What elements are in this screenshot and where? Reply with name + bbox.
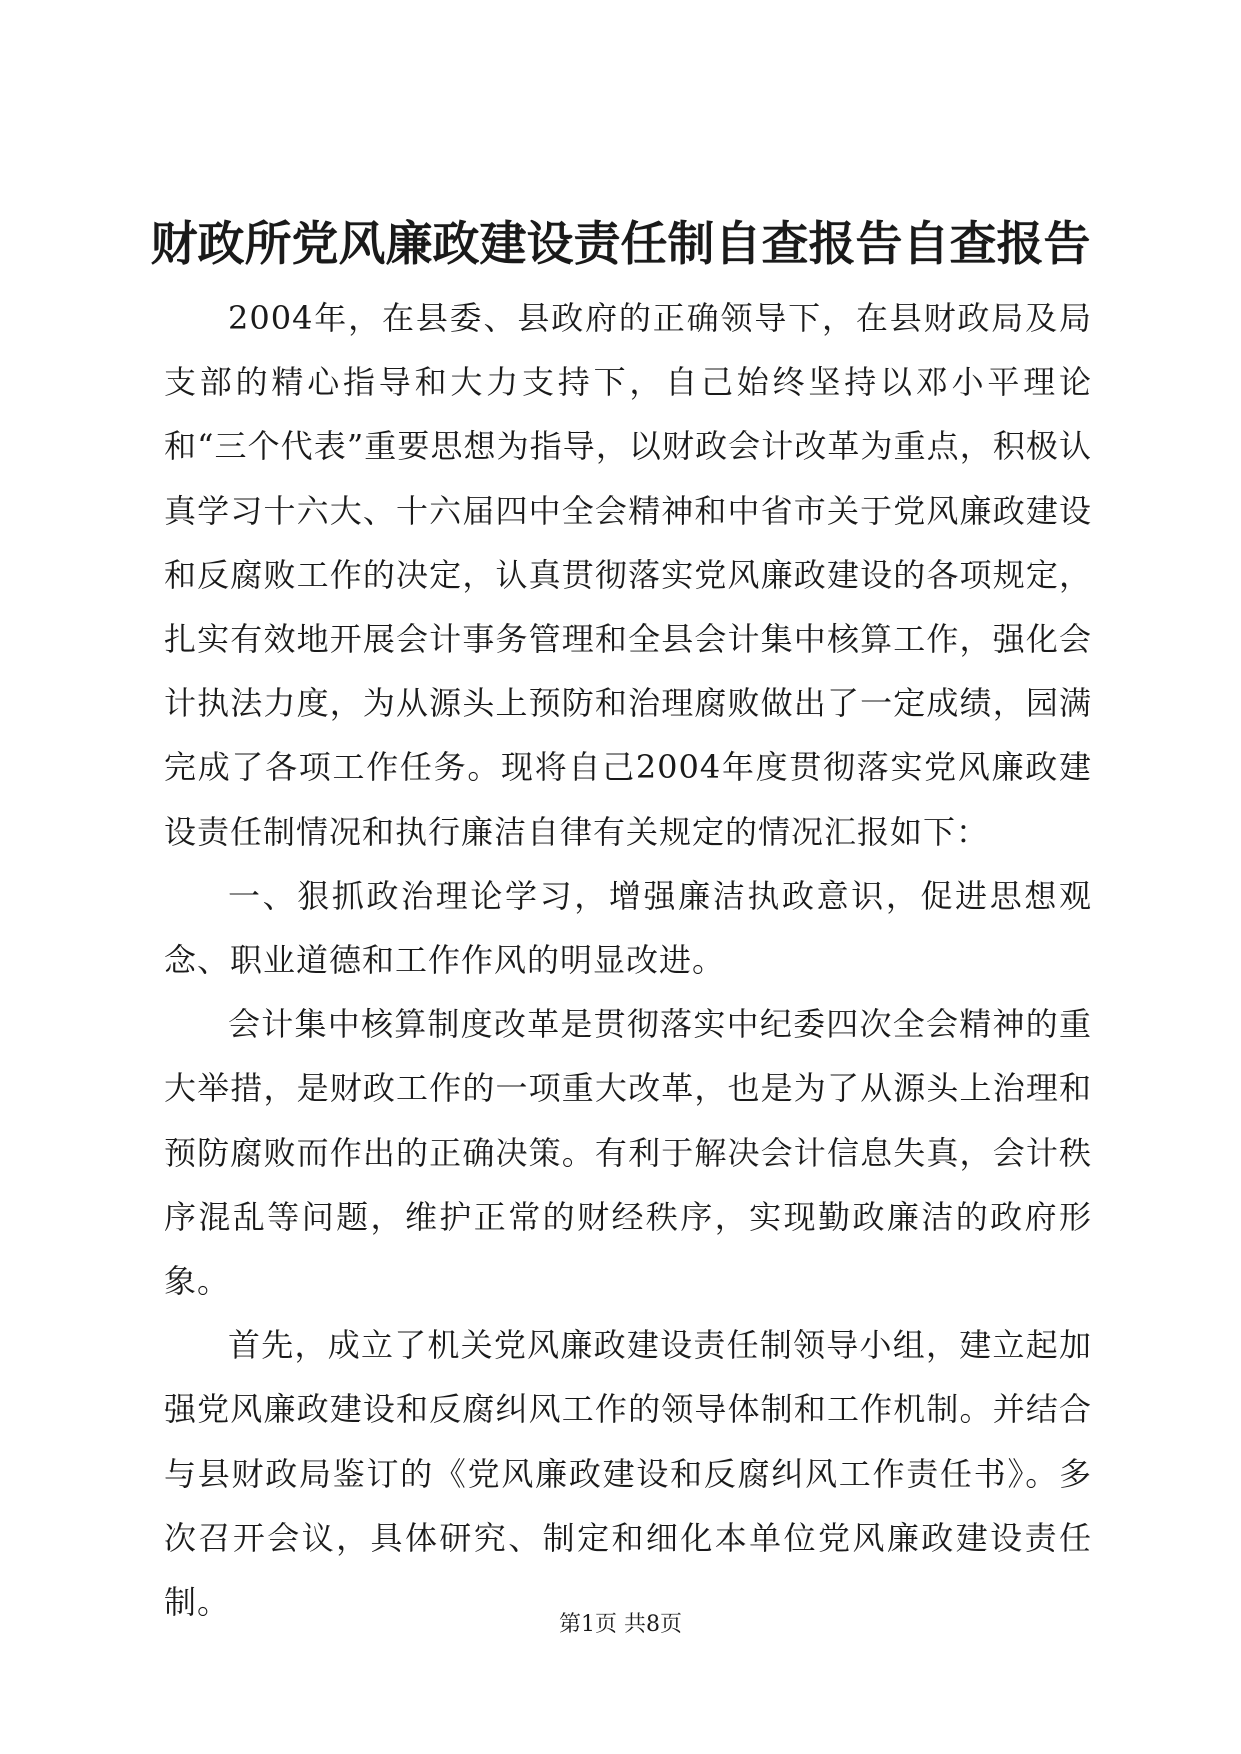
paragraph-section-heading: 一、狠抓政治理论学习，增强廉洁执政意识，促进思想观念、职业道德和工作作风的明显改进。: [164, 876, 1092, 980]
paragraph-first-measure: 首先，成立了机关党风廉政建设责任制领导小组，建立起加强党风廉政建设和反腐纠风工作的领导体制和工作机制。并结合与县财政局鉴订的《党风廉政建设和反腐纠风工作责任书》。多次召开会议，具体研究、制定和细化本单位党风廉政建设责任制。: [164, 1326, 1092, 1622]
document-title: 财政所党风廉政建设责任制自查报告自查报告: [150, 217, 1091, 272]
page-footer: 第1页 共8页: [559, 1612, 682, 1637]
document-body: [164, 286, 1092, 1634]
paragraph-reform: 会计集中核算制度改革是贯彻落实中纪委四次全会精神的重大举措，是财政工作的一项重大改革，也是为了从源头上治理和预防腐败而作出的正确决策。有利于解决会计信息失真，会计秩序混乱等问题，维护正常的财经秩序，实现勤政廉洁的政府形象。: [164, 1005, 1092, 1301]
paragraph-intro: 2004年，在县委、县政府的正确领导下，在县财政局及局支部的精心指导和大力支持下，自己始终坚持以邓小平理论和“三个代表”重要思想为指导，以财政会计改革为重点，积极认真学习十六大、十六届四中全会精神和中省市关于党风廉政建设和反腐败工作的决定，认真贯彻落实党风廉政建设的各项规定，扎实有效地开展会计事务管理和全县会计集中核算工作，强化会计执法力度，为从源头上预防和治理腐败做出了一定成绩，园满完成了各项工作任务。现将自己2004年度贯彻落实党风廉政建设责任制情况和执行廉洁自律有关规定的情况汇报如下：: [164, 299, 1092, 851]
